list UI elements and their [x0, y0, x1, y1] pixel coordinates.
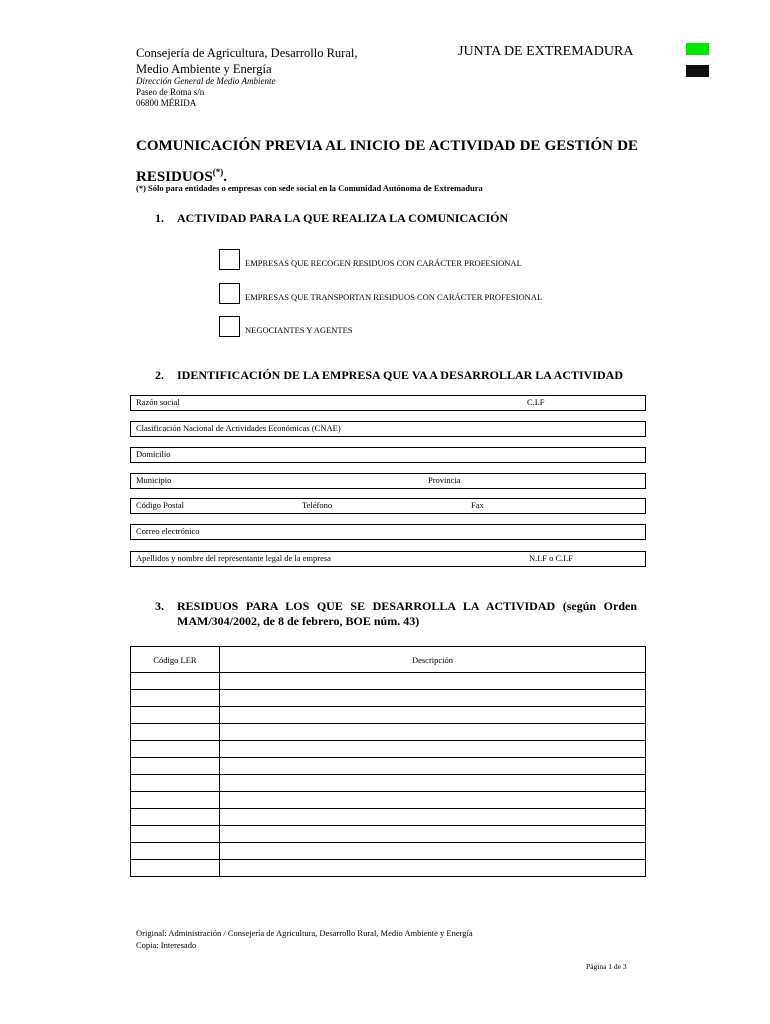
label-domicilio: Domicilio: [136, 449, 171, 459]
label-cif: C.I.F: [527, 397, 545, 407]
table-row: [131, 707, 646, 724]
cell-code[interactable]: [131, 826, 220, 843]
label-municipio: Municipio: [136, 475, 172, 485]
option-recogen-label: EMPRESAS QUE RECOGEN RESIDUOS CON CARÁCTER PROFESIONAL: [245, 258, 522, 268]
checkbox-recogen[interactable]: [219, 249, 240, 270]
section-1-title: ACTIVIDAD PARA LA QUE REALIZA LA COMUNICACIÓN: [177, 211, 509, 225]
label-razon-social: Razón social: [136, 397, 180, 407]
cell-code[interactable]: [131, 673, 220, 690]
table-row: [131, 860, 646, 877]
cell-code[interactable]: [131, 792, 220, 809]
section-1-heading: [155, 211, 508, 226]
cell-desc[interactable]: [220, 673, 646, 690]
cell-desc[interactable]: [220, 843, 646, 860]
label-representante: Apellidos y nombre del representante legal de la empresa: [136, 553, 331, 563]
field-correo[interactable]: [130, 524, 646, 540]
cell-code[interactable]: [131, 690, 220, 707]
cell-desc[interactable]: [220, 707, 646, 724]
label-telefono: Teléfono: [302, 500, 333, 510]
title-period: .: [223, 169, 227, 185]
col-codigo-ler: Código LER: [131, 647, 220, 673]
cell-desc[interactable]: [220, 724, 646, 741]
page-number: Página 1 de 3: [586, 962, 627, 971]
cell-code[interactable]: [131, 809, 220, 826]
flag-black-stripe: [686, 65, 709, 77]
flag-green-stripe: [686, 43, 709, 55]
cell-desc[interactable]: [220, 792, 646, 809]
cell-desc[interactable]: [220, 809, 646, 826]
section-2-number: 2.: [155, 368, 164, 382]
field-razon-social[interactable]: [130, 395, 646, 411]
cell-code[interactable]: [131, 860, 220, 877]
section-1-number: 1.: [155, 211, 164, 225]
label-correo: Correo electrónico: [136, 526, 200, 536]
department-name: [136, 45, 357, 77]
residuos-table: [130, 646, 646, 877]
checkbox-transportan[interactable]: [219, 283, 240, 304]
junta-title: JUNTA DE EXTREMADURA: [458, 44, 634, 59]
table-header-row: [131, 647, 646, 673]
department-line-1: Consejería de Agricultura, Desarrollo Rural,: [136, 46, 358, 60]
cell-desc[interactable]: [220, 758, 646, 775]
footer-original: Original: Administración / Consejería de Agricultura, Desarrollo Rural, Medio Ambiente y Energía: [136, 928, 473, 938]
section-2-title: IDENTIFICACIÓN DE LA EMPRESA QUE VA A DESARROLLAR LA ACTIVIDAD: [177, 368, 623, 382]
title-text: COMUNICACIÓN PREVIA AL INICIO DE ACTIVIDAD DE GESTIÓN DE RESIDUOS: [136, 138, 638, 185]
table-row: [131, 673, 646, 690]
field-municipio[interactable]: [130, 473, 646, 489]
direction-name: Dirección General de Medio Ambiente: [136, 76, 276, 86]
table-row: [131, 690, 646, 707]
scope-note: (*) Sólo para entidades o empresas con sede social en la Comunidad Autónoma de Extremadura: [136, 183, 483, 193]
label-provincia: Provincia: [428, 475, 461, 485]
label-codigo-postal: Código Postal: [136, 500, 184, 510]
footer-copia: Copia: Interesado: [136, 940, 197, 950]
document-title: [136, 133, 638, 190]
table-row: [131, 741, 646, 758]
table-row: [131, 724, 646, 741]
address-line-2: 06800 MÉRIDA: [136, 98, 197, 108]
option-transportan-label: EMPRESAS QUE TRANSPORTAN RESIDUOS CON CARÁCTER PROFESIONAL: [245, 292, 543, 302]
footer-distribution: [136, 927, 473, 951]
section-3-heading: [155, 599, 637, 629]
field-representante[interactable]: [130, 551, 646, 567]
table-row: [131, 775, 646, 792]
field-codigo-postal[interactable]: [130, 498, 646, 514]
table-row: [131, 843, 646, 860]
address-line-1: Paseo de Roma s/n: [136, 87, 205, 97]
table-row: [131, 792, 646, 809]
section-2-heading: [155, 368, 623, 383]
col-descripcion: Descripción: [220, 647, 646, 673]
cell-code[interactable]: [131, 707, 220, 724]
label-nif-cif: N.I.F o C.I.F: [529, 553, 573, 563]
table-row: [131, 809, 646, 826]
cell-code[interactable]: [131, 775, 220, 792]
cell-code[interactable]: [131, 843, 220, 860]
field-cnae[interactable]: [130, 421, 646, 437]
cell-code[interactable]: [131, 741, 220, 758]
department-line-2: Medio Ambiente y Energía: [136, 62, 272, 76]
label-cnae: Clasificación Nacional de Actividades Económicas (CNAE): [136, 423, 341, 433]
cell-code[interactable]: [131, 758, 220, 775]
cell-desc[interactable]: [220, 690, 646, 707]
field-domicilio[interactable]: [130, 447, 646, 463]
cell-desc[interactable]: [220, 860, 646, 877]
title-footnote-mark: (*): [212, 167, 224, 177]
label-fax: Fax: [471, 500, 484, 510]
option-negociantes-label: NEGOCIANTES Y AGENTES: [245, 325, 353, 335]
cell-desc[interactable]: [220, 826, 646, 843]
table-row: [131, 758, 646, 775]
cell-code[interactable]: [131, 724, 220, 741]
table-row: [131, 826, 646, 843]
checkbox-negociantes[interactable]: [219, 316, 240, 337]
cell-desc[interactable]: [220, 741, 646, 758]
section-3-number: 3.: [155, 599, 164, 613]
cell-desc[interactable]: [220, 775, 646, 792]
address: [136, 87, 204, 109]
section-3-title: RESIDUOS PARA LOS QUE SE DESARROLLA LA ACTIVIDAD (según Orden MAM/304/2002, de 8 de febrero, BOE núm. 43): [177, 599, 637, 628]
